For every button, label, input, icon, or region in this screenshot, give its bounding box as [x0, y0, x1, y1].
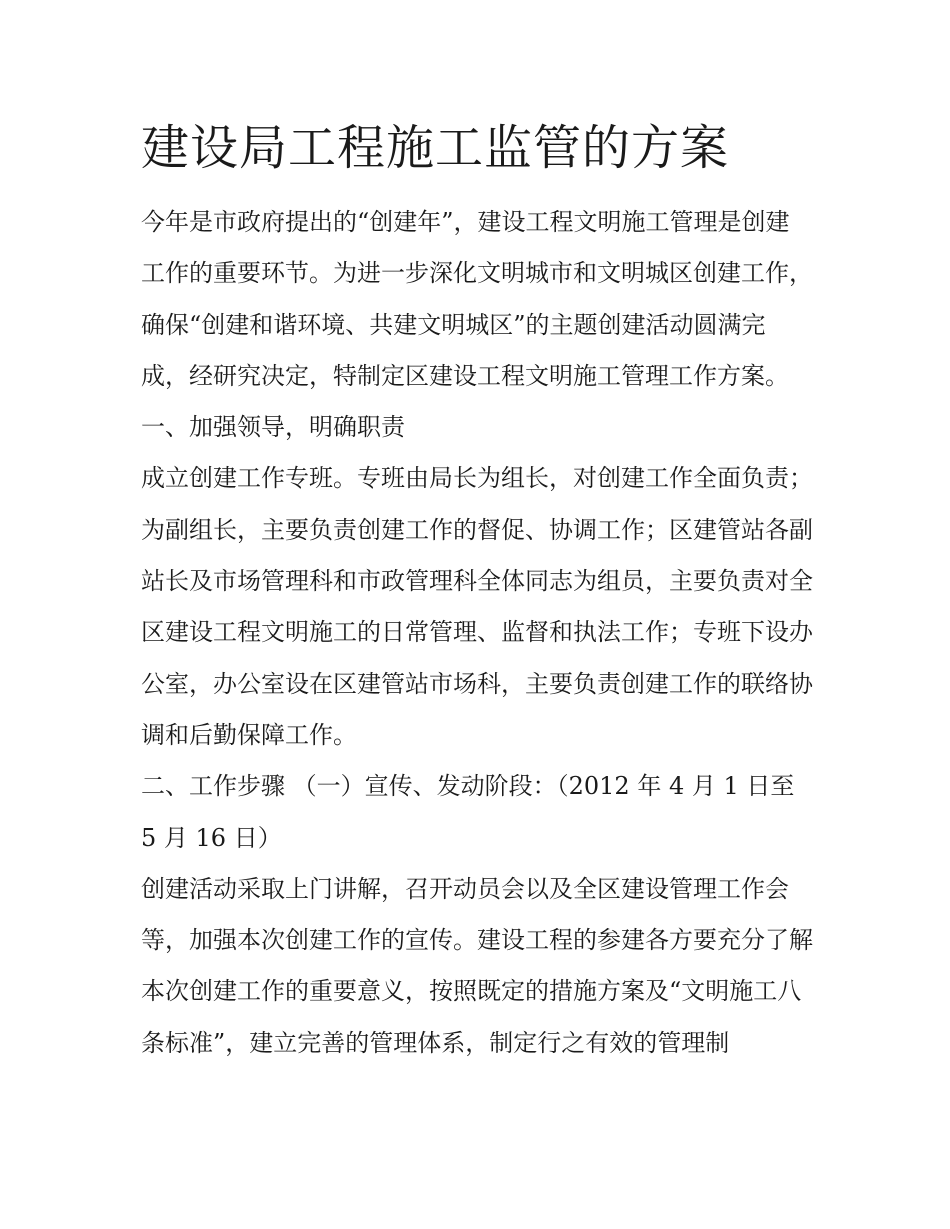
publicity-paragraph: 创建活动采取上门讲解，召开动员会以及全区建设管理工作会等，加强本次创建工作的宣传。建设工程的参建各方要充分了解本次创建工作的重要意义，按照既定的措施方案及“文明施工八条标准”，建立完善的管理体系，制定行之有效的管理制	[141, 874, 813, 1057]
document-body	[141, 112, 813, 1069]
document-title: 建设局工程施工监管的方案	[141, 120, 730, 176]
leadership-paragraph: 成立创建工作专班。专班由局长为组长，对创建工作全面负责；为副组长，主要负责创建工作的督促、协调工作；区建管站各副站长及市场管理科和市政管理科全体同志为组员，主要负责对全区建设工程文明施工的日常管理、监督和执法工作；专班下设办公室，办公室设在区建管站市场科，主要负责创建工作的联络协调和后勤保障工作。	[141, 464, 813, 749]
intro-paragraph: 今年是市政府提出的“创建年”，建设工程文明施工管理是创建工作的重要环节。为进一步深化文明城市和文明城区创建工作，确保“创建和谐环境、共建文明城区”的主题创建活动圆满完成，经研究决定，特制定区建设工程文明施工管理工作方案。	[141, 208, 813, 390]
section-heading-steps: 二、工作步骤 （一）宣传、发动阶段：（2012 年 4 月 1 日至 5 月 16 日）	[141, 772, 795, 852]
section-heading-leadership: 一、加强领导，明确职责	[141, 413, 405, 442]
